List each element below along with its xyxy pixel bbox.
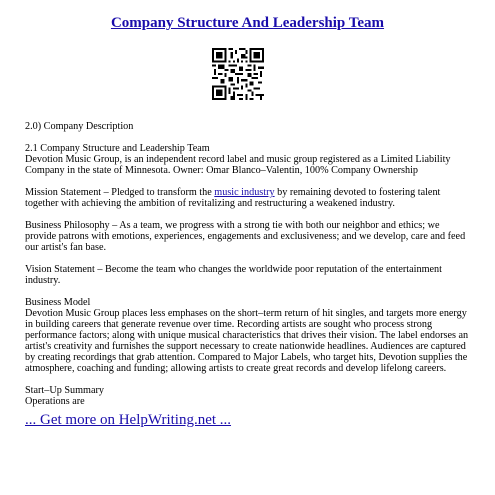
company-intro-block <box>25 143 473 176</box>
business-model-text: Devotion Music Group places less emphases on the short–term return of hit singles, and targets more energy in building careers that generate revenue over time. Recording artists are sought who process strong performance factors; along with unique musical characteristics that drives their vision. The label endorses an artist's creativity and furnishes the support necessary to create nationwide headlines. Audiences are captured by creating recordings that grab attention. Compared to Major Labels, who target hits, Devotion supplies the atmosphere, coaching and funding; allowing artists to create great records and develop lifelong careers. <box>25 308 469 374</box>
get-more-link[interactable]: ... Get more on HelpWriting.net ... <box>25 412 232 428</box>
document-title[interactable]: Company Structure And Leadership Team <box>110 15 385 31</box>
mission-statement <box>25 187 473 209</box>
subsection-heading: 2.1 Company Structure and Leadership Team <box>25 143 210 154</box>
startup-block <box>25 385 473 407</box>
mission-text-start: Mission Statement – Pledged to transform the <box>25 187 215 198</box>
music-industry-link[interactable]: music industry <box>214 187 275 198</box>
business-philosophy: Business Philosophy – As a team, we progress with a strong tie with both our neighbor and ethics; we provide patrons with emotions, experiences, engagements and exclusiveness; and we develop, care and feed our artist's fan base. <box>25 220 466 253</box>
mission-text-end: by remaining devoted to fostering talent together with achieving the ambition of revitalizing and restructuring a weakened industry. <box>25 187 441 209</box>
startup-heading: Start–Up Summary <box>25 385 104 396</box>
document-body <box>25 121 473 429</box>
section-heading: 2.0) Company Description <box>25 121 134 132</box>
business-model-block <box>25 297 473 374</box>
qr-code-icon <box>212 48 264 100</box>
company-intro-text: Devotion Music Group, is an independent record label and music group registered as a Limited Liability Company in the state of Minnesota. Owner: Omar Blanco–Valentin, 100% Company Ownership <box>25 154 451 176</box>
operations-line: Operations are <box>25 396 85 407</box>
vision-statement: Vision Statement – Become the team who changes the worldwide poor reputation of the entertainment industry. <box>25 264 442 286</box>
business-model-heading: Business Model <box>25 297 91 308</box>
